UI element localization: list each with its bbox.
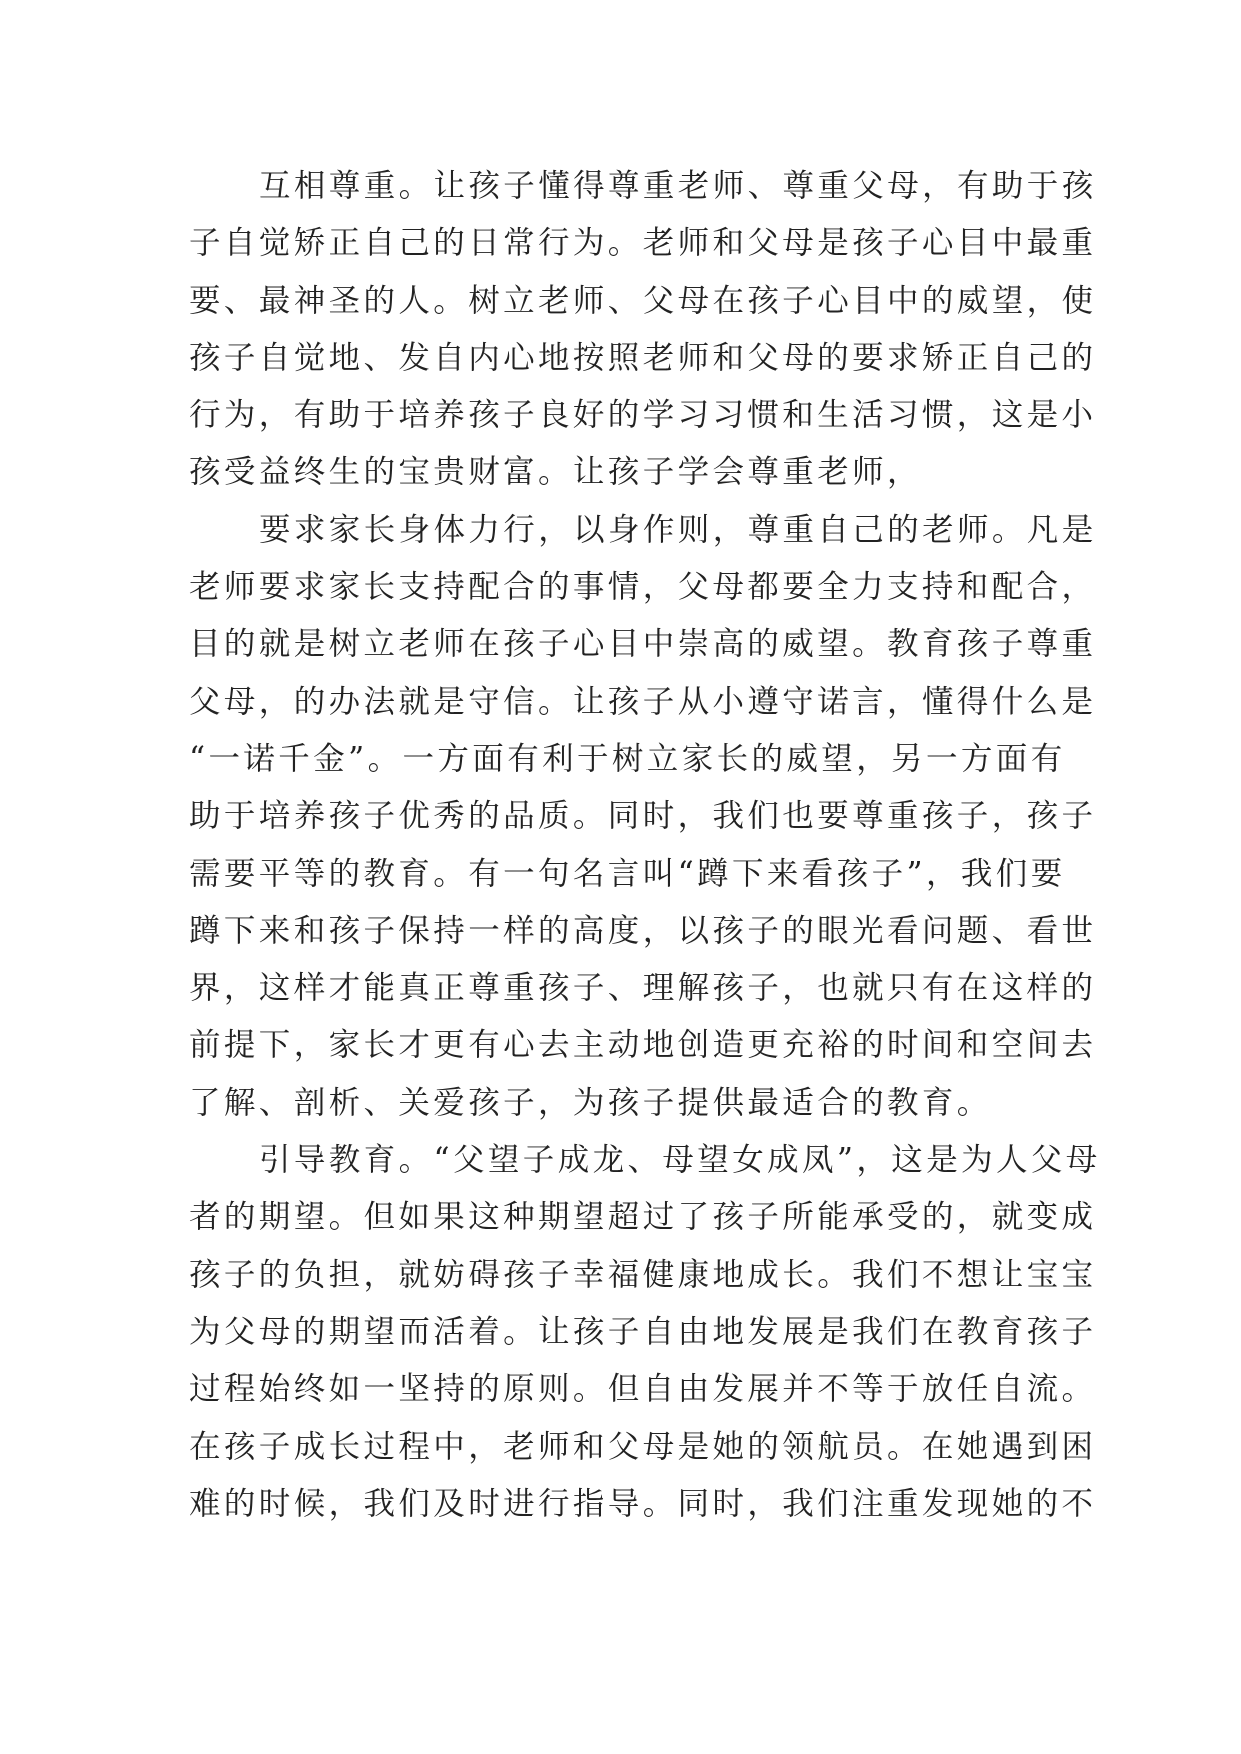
paragraph-2-line-2: 老师要求家长支持配合的事情，父母都要全力支持和配合， <box>189 569 1097 606</box>
paragraph-1-line-2: 子自觉矫正自己的日常行为。老师和父母是孩子心目中最重 <box>189 225 1097 262</box>
paragraph-1-line-5: 行为，有助于培养孩子良好的学习习惯和生活习惯，这是小 <box>189 397 1097 434</box>
paragraph-1-line-1: 互相尊重。让孩子懂得尊重老师、尊重父母，有助于孩 <box>259 168 1097 204</box>
paragraph-3-line-3: 孩子的负担，就妨碍孩子幸福健康地成长。我们不想让宝宝 <box>189 1256 1097 1293</box>
paragraph-2-line-10: 前提下，家长才更有心去主动地创造更充裕的时间和空间去 <box>189 1027 1097 1064</box>
paragraph-3-line-5: 过程始终如一坚持的原则。但自由发展并不等于放任自流。 <box>189 1371 1097 1408</box>
paragraph-3-line-1: 引导教育。“父望子成龙、母望女成凤”，这是为人父母 <box>259 1142 1101 1179</box>
paragraph-2-line-4: 父母，的办法就是守信。让孩子从小遵守诺言，懂得什么是 <box>189 683 1097 720</box>
paragraph-1-line-3: 要、最神圣的人。树立老师、父母在孩子心目中的威望，使 <box>189 282 1097 319</box>
paragraph-3-line-4: 为父母的期望而活着。让孩子自由地发展是我们在教育孩子 <box>189 1313 1097 1350</box>
paragraph-2-line-8: 蹲下来和孩子保持一样的高度，以孩子的眼光看问题、看世 <box>189 912 1097 949</box>
document-body <box>189 158 1101 1533</box>
paragraph-3-line-2: 者的期望。但如果这种期望超过了孩子所能承受的，就变成 <box>189 1199 1097 1236</box>
paragraph-2-line-11: 了解、剖析、关爱孩子，为孩子提供最适合的教育。 <box>189 1084 992 1121</box>
paragraph-2-line-3: 目的就是树立老师在孩子心目中崇高的威望。教育孩子尊重 <box>189 626 1097 663</box>
paragraph-2-line-1: 要求家长身体力行，以身作则，尊重自己的老师。凡是 <box>259 511 1097 548</box>
paragraph-2-line-7: 需要平等的教育。有一句名言叫“蹲下来看孩子”，我们要 <box>189 855 1066 892</box>
paragraph-3-line-6: 在孩子成长过程中，老师和父母是她的领航员。在她遇到困 <box>189 1428 1097 1465</box>
paragraph-2-line-5: “一诺千金”。一方面有利于树立家长的威望，另一方面有 <box>189 740 1066 777</box>
paragraph-2-line-6: 助于培养孩子优秀的品质。同时，我们也要尊重孩子，孩子 <box>189 798 1097 835</box>
paragraph-1-line-6: 孩受益终生的宝贵财富。让孩子学会尊重老师， <box>189 454 922 491</box>
paragraph-1-line-4: 孩子自觉地、发自内心地按照老师和父母的要求矫正自己的 <box>189 339 1097 376</box>
paragraph-2-line-9: 界，这样才能真正尊重孩子、理解孩子，也就只有在这样的 <box>189 970 1097 1007</box>
paragraph-3-line-7: 难的时候，我们及时进行指导。同时，我们注重发现她的不 <box>189 1485 1097 1522</box>
